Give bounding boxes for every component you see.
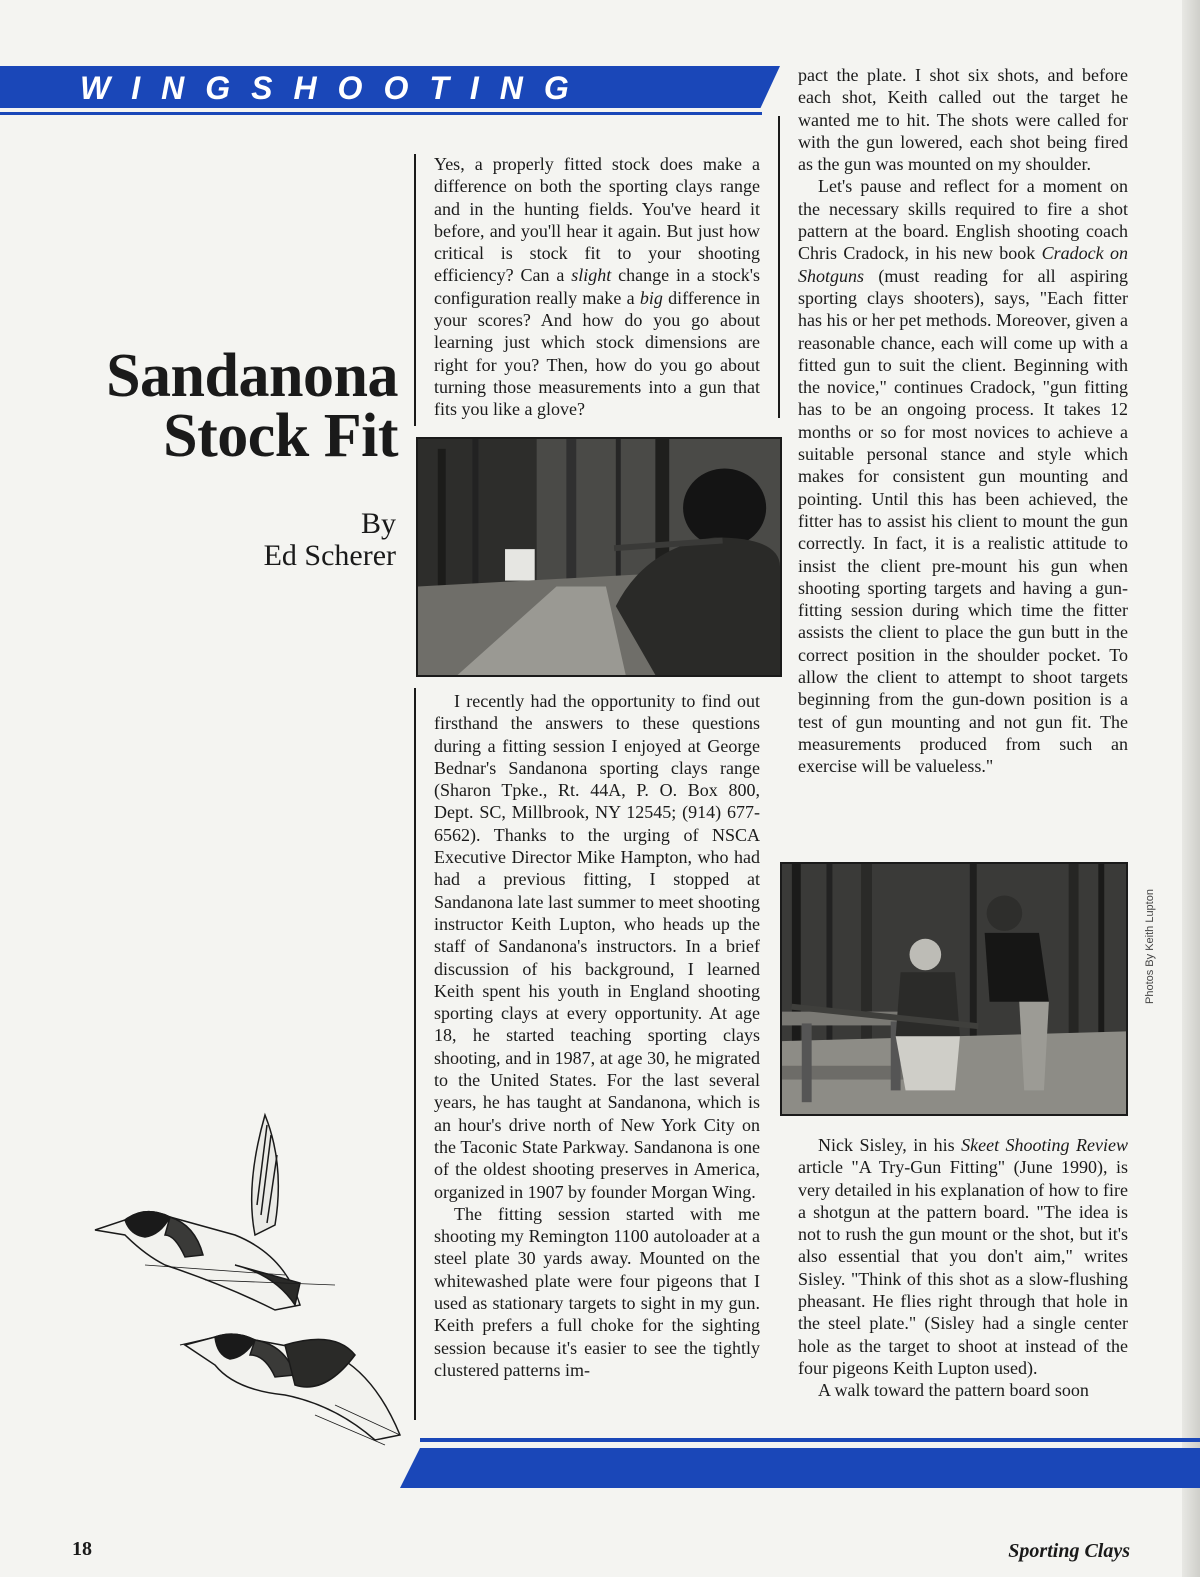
book-title: Cradock on Shotguns (798, 243, 1128, 286)
intro-text (434, 153, 760, 421)
right-paragraph-3-a: Nick Sisley, in his (818, 1135, 962, 1155)
right-paragraph-1: pact the plate. I shot six shots, and before each shot, Keith called out the target he wanted me to hit. The shots were called for with the gun lowered, each shot being fired as the gun was mounted on my shoulder. (798, 65, 1128, 175)
photo-shooter-aiming-image (418, 439, 780, 675)
magazine-title: Skeet Shooting Review (961, 1135, 1128, 1155)
right-paragraph-4: A walk toward the pattern board soon (818, 1380, 1089, 1401)
page-number: 18 (72, 1538, 92, 1560)
article-title (40, 342, 398, 470)
photo-shooter-aiming (416, 437, 782, 677)
column-rule (414, 154, 416, 426)
middle-paragraph-1: I recently had the opportunity to find out firsthand the answers to these questions during a fitting session I enjoyed at George Bednar's Sandanona sporting clays range (Sharon Tpke., Rt. 44A, P. O. Box 800, Dept. SC, Millbrook, NY 12545; (914) 677-6562). Thanks to the urging of NSCA Executive Director Mike Hampton, who had had a previous fitting, I stopped at Sandanona late last summer to meet shooting instructor Keith Lupton, who heads up the staff of Sandanona's instructors. In a brief discussion of his background, I learned Keith spent his youth in England shooting sporting clays at every opportunity. At age 18, he started teaching sporting clays shooting, and in 1987, at age 30, he migrated to the United States. For the last several years, he has taught at Sandanona, which is an hour's drive north of New York City on the Taconic State Parkway. Sandanona is one of the oldest shooting preserves in America, organized in 1907 by founder Morgan Wing. (434, 691, 760, 1202)
middle-column (434, 690, 760, 1381)
right-column-bottom (798, 1134, 1128, 1402)
intro-emphasis-big: big (639, 287, 663, 308)
intro-text-c: difference in your scores? And how do you go about learning just which stock dimensions are right for you? Then, how do you go about turning those measurements into a gun that fits you like a glove? (434, 287, 760, 420)
article-title-line2: Stock Fit (163, 402, 398, 470)
magazine-name: Sporting Clays (1008, 1540, 1130, 1562)
byline-author: Ed Scherer (263, 539, 396, 572)
bottom-rule (420, 1438, 1200, 1442)
page-binding-shadow (1182, 0, 1200, 1577)
byline (40, 508, 396, 572)
banner-rule (0, 112, 762, 115)
column-rule (778, 116, 780, 418)
right-paragraph-3-b: article "A Try-Gun Fitting" (June 1990), is very detailed in his explanation of how to fire a shotgun at the pattern board. "The idea is not to rush the gun mount or the shot, but it's also essential that you don't aim," writes Sisley. "Think of this shot as a slow-flushing pheasant. He flies right through that hole in the steel plate." (Sisley had a single center hole as the target to shoot at instead of the four pigeons Keith Lupton used). (798, 1157, 1128, 1378)
section-title: WINGSHOOTING (80, 70, 590, 106)
byline-by: By (360, 507, 396, 540)
right-paragraph-2 (798, 175, 1128, 777)
photo-credit: Photos By Keith Lupton (1144, 889, 1156, 1004)
photo-fitting-session (780, 862, 1128, 1116)
right-column-top (798, 64, 1128, 778)
right-paragraph-2-a: Let's pause and reflect for a moment on the necessary skills required to fire a shot pattern at the board. English shooting coach Chris Cradock, in his new book (798, 176, 1128, 264)
intro-text-b: change in a stock's configuration really make a (434, 265, 760, 308)
middle-paragraph-2: The fitting session started with me shooting my Remington 1100 autoloader at a steel plate 30 yards away. Mounted on the whitewashed plate were four pigeons that I used as stationary targets to sight in my gun. Keith prefers a full choke for the sighting session because it's easier to see the tightly clustered patterns im- (434, 1203, 760, 1380)
right-paragraph-3 (798, 1134, 1128, 1379)
intro-text-a: Yes, a properly fitted stock does make a difference on both the sporting clays range and in the hunting fields. You've heard it before, and you'll hear it again. But just how critical is stock fit to your shooting efficiency? Can a (434, 154, 760, 286)
intro-paragraph (434, 153, 760, 421)
bottom-banner (400, 1448, 1200, 1488)
right-paragraph-2-b: (must reading for all aspiring sporting clays shooters), says, "Each fitter has his or her pet methods. Moreover, given a reasonable chance, each will come up with a fitted gun to suit the client. Beginning with the novice," continues Cradock, "gun fitting has to be an ongoing process. It takes 12 months or so for most novices to achieve a suitable personal stance and style which makes for consistent gun mounting and pointing. Until this has been achieved, the fitter has to assist his client to mount the gun correctly. In fact, it is a realistic attitude to insist the client pre-mount his gun when shooting sporting targets and having a gun-fitting session during which time the fitter assists the client to place the gun butt in the correct position in the shoulder pocket. To allow the client to attempt to shoot targets beginning from the gun-down position is a test of gun mounting and not gun fit. The measurements produced from such an exercise will be valueless." (798, 265, 1128, 777)
photo-fitting-session-image (782, 864, 1126, 1114)
article-title-line1: Sandanona (106, 342, 398, 410)
duck-illustration (85, 1105, 415, 1455)
intro-emphasis-slight: slight (571, 265, 612, 286)
